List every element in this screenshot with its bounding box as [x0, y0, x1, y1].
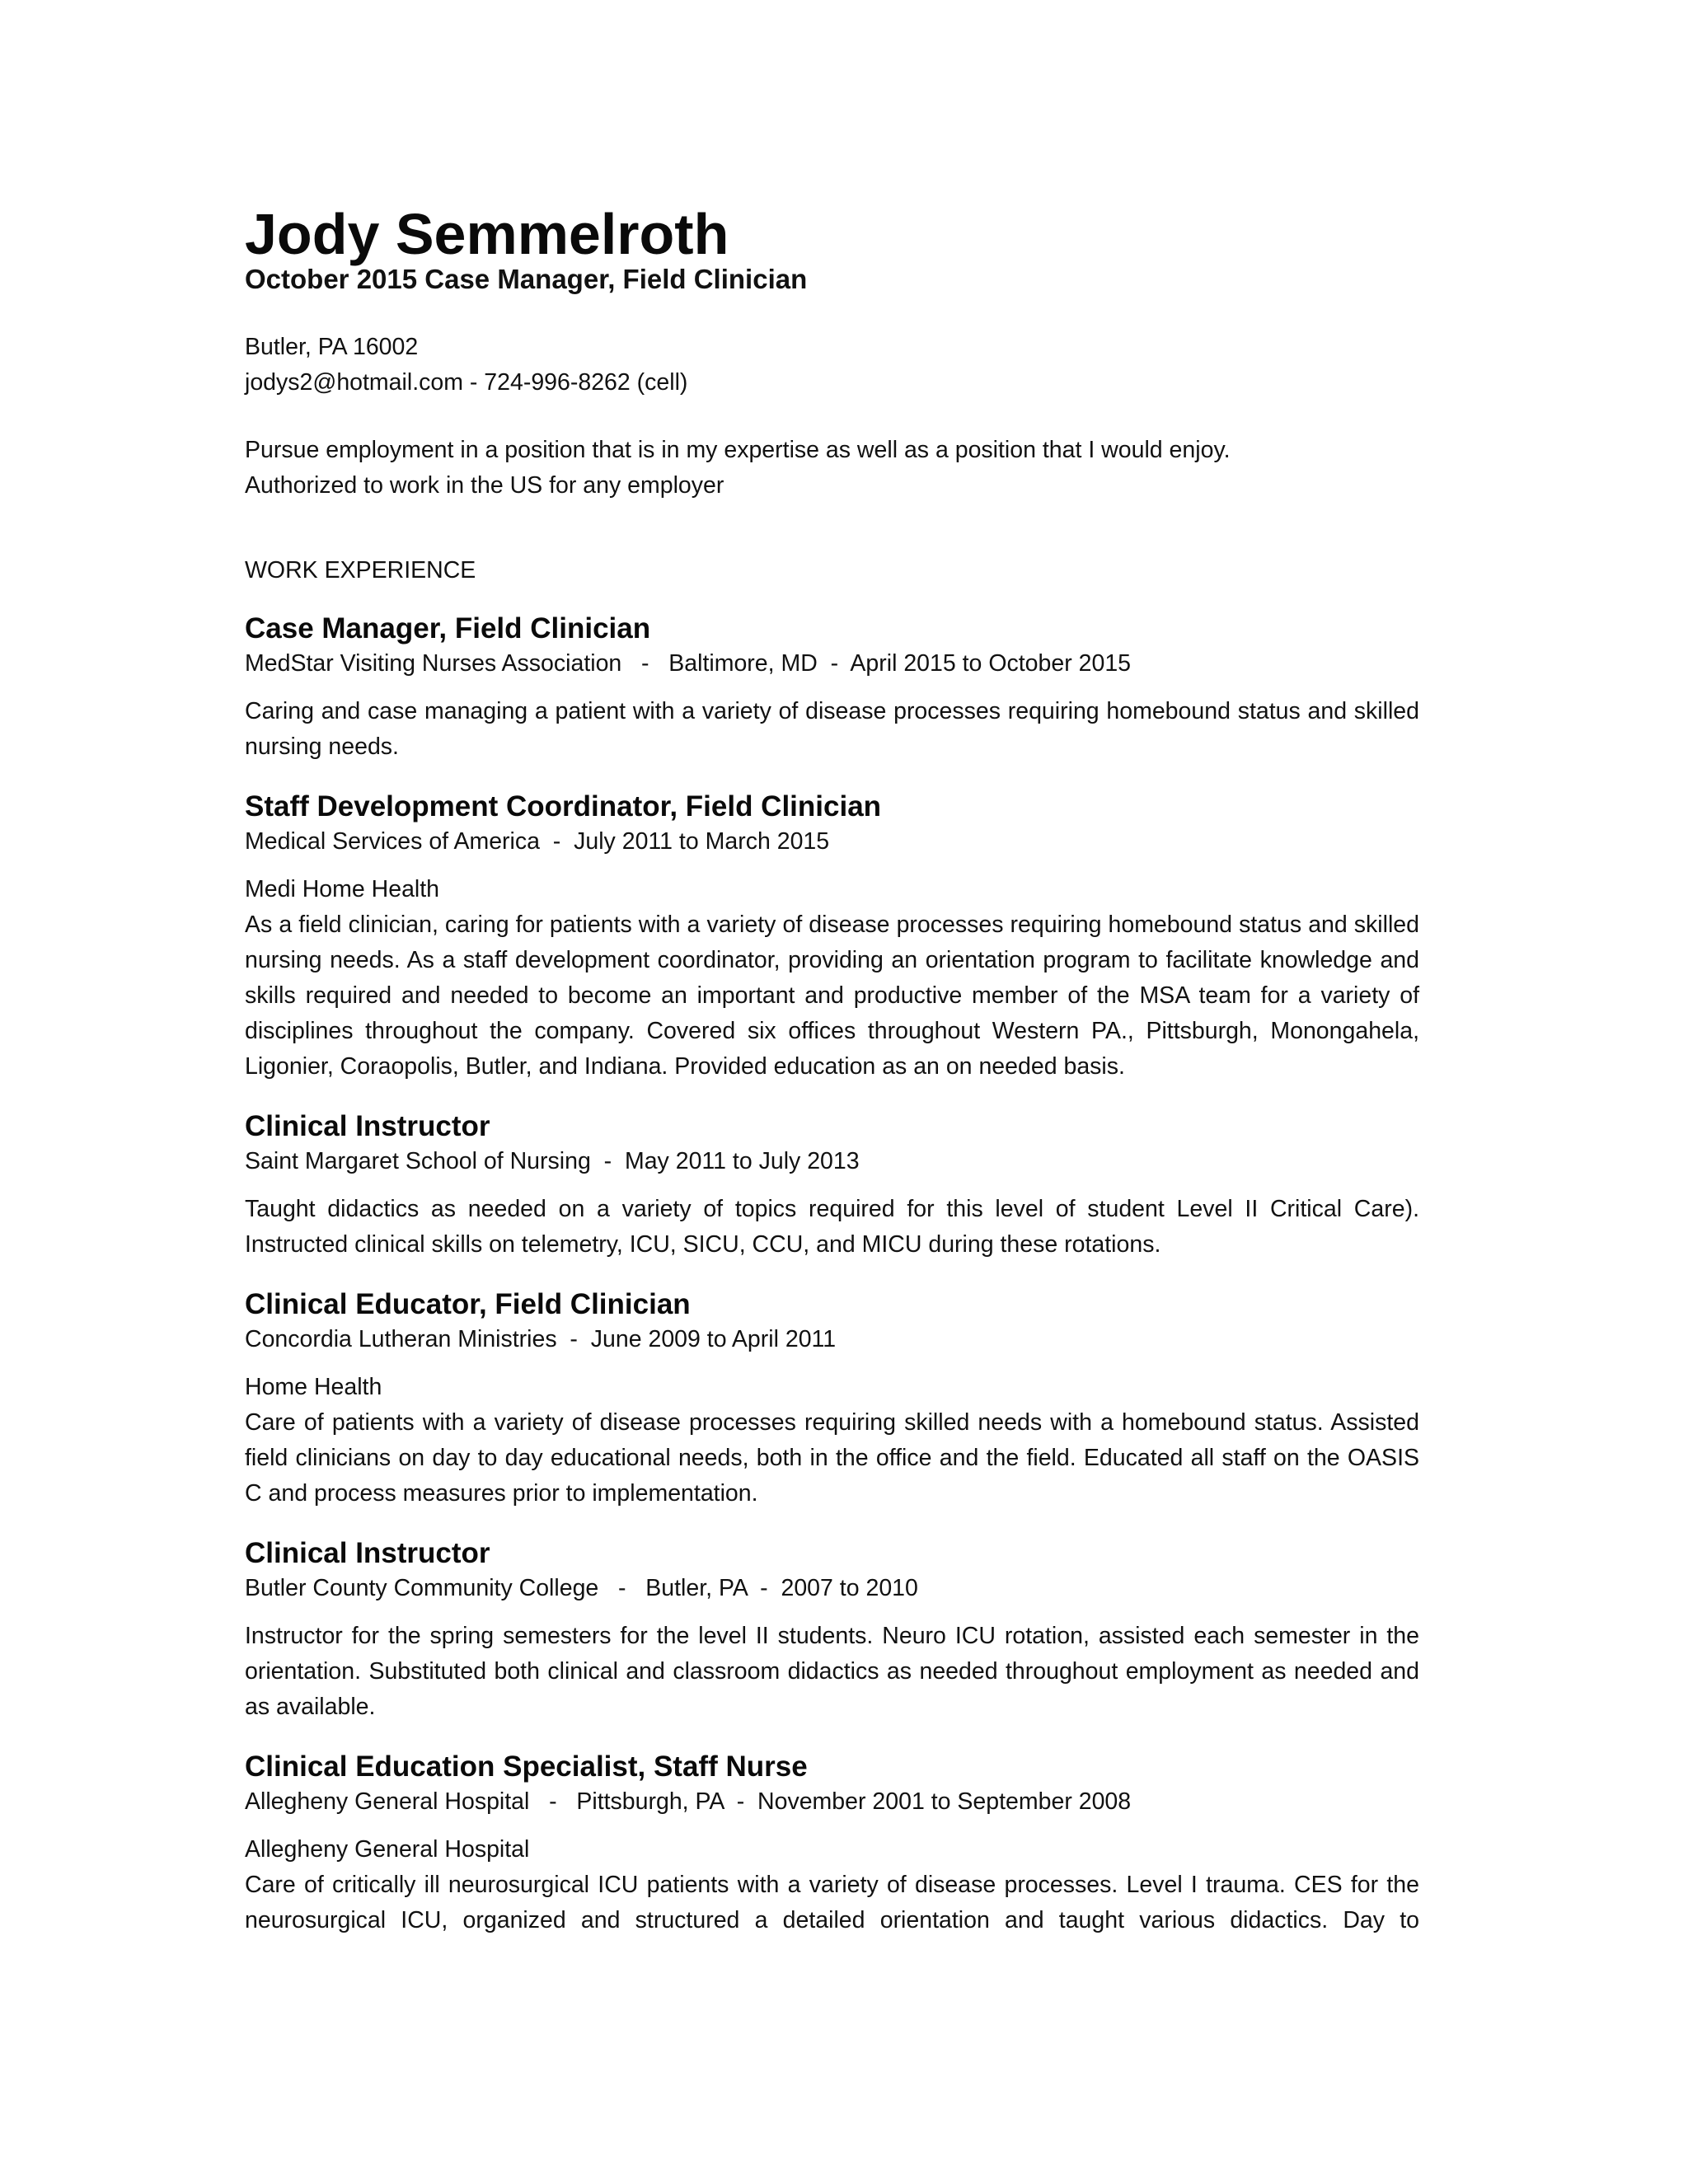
- job-organization: Medi Home Health: [245, 876, 440, 902]
- job-entry: [245, 1109, 1419, 1263]
- contact-block: [245, 330, 687, 401]
- contact-email-phone: jodys2@hotmail.com - 724-996-8262 (cell): [245, 369, 688, 396]
- candidate-headline: October 2015 Case Manager, Field Clinician: [245, 264, 808, 294]
- job-entry: [245, 1750, 1419, 1938]
- job-title: Clinical Instructor: [245, 1537, 490, 1569]
- job-description: As a field clinician, caring for patients with a variety of disease processes requiring homebound status and skilled nursing needs. As a staff development coordinator, providing an orientation program to facilitate knowledge and skills required and needed to become an important and productive member of the MSA team for a variety of disciplines throughout the company. Covered six offices throughout Western PA., Pittsburgh, Monongahela, Ligonier, Coraopolis, Butler, and Indiana. Provided education as an on needed basis.: [245, 912, 1419, 1080]
- job-employer-location-dates: Allegheny General Hospital - Pittsburgh, PA - November 2001 to September 2008: [245, 1788, 1132, 1815]
- job-entry: [245, 1287, 1419, 1511]
- job-description: Care of patients with a variety of disease processes requiring skilled needs with a homebound status. Assisted field clinicians on day to day educational needs, both in the office and the field. Educated all staff on the OASIS C and process measures prior to implementation.: [245, 1409, 1419, 1507]
- job-description: Caring and case managing a patient with a variety of disease processes requiring homebound status and skilled nursing needs.: [245, 698, 1419, 760]
- job-organization: Allegheny General Hospital: [245, 1836, 530, 1863]
- objective-statement: Pursue employment in a position that is in my expertise as well as a position that I would enjoy.: [245, 437, 1231, 463]
- work-experience-heading: WORK EXPERIENCE: [245, 557, 476, 583]
- job-employer-dates: Saint Margaret School of Nursing - May 2011 to July 2013: [245, 1148, 860, 1174]
- job-organization: Home Health: [245, 1374, 382, 1400]
- job-employer-dates: Medical Services of America - July 2011 to March 2015: [245, 828, 830, 855]
- resume-page: [245, 0, 1419, 2184]
- job-description: Instructor for the spring semesters for the level II students. Neuro ICU rotation, assisted each semester in the orientation. Substituted both clinical and classroom didactics as needed throughout employment as needed and as available.: [245, 1623, 1419, 1720]
- job-entry: [245, 612, 1419, 765]
- candidate-name: Jody Semmelroth: [245, 202, 729, 266]
- job-title: Case Manager, Field Clinician: [245, 612, 651, 644]
- job-title: Staff Development Coordinator, Field Clinician: [245, 790, 882, 823]
- job-title: Clinical Instructor: [245, 1110, 490, 1142]
- job-title: Clinical Educator, Field Clinician: [245, 1288, 691, 1320]
- job-employer-location-dates: MedStar Visiting Nurses Association - Baltimore, MD - April 2015 to October 2015: [245, 650, 1132, 677]
- job-title: Clinical Education Specialist, Staff Nurse: [245, 1750, 808, 1783]
- objective-block: [245, 433, 1231, 504]
- job-description: Taught didactics as needed on a variety of topics required for this level of student Level II Critical Care). Instructed clinical skills on telemetry, ICU, SICU, CCU, and MICU during these rotations.: [245, 1196, 1419, 1258]
- work-authorization: Authorized to work in the US for any employer: [245, 472, 724, 499]
- job-employer-dates: Concordia Lutheran Ministries - June 2009 to April 2011: [245, 1326, 837, 1352]
- job-description: Care of critically ill neurosurgical ICU patients with a variety of disease processes. Level I trauma. CES for the neurosurgical ICU, organized and structured a detailed orientation and taught various didactics. Day to: [245, 1872, 1419, 1933]
- job-entry: [245, 790, 1419, 1085]
- job-entry: [245, 1536, 1419, 1725]
- contact-location: Butler, PA 16002: [245, 334, 419, 360]
- job-employer-location-dates: Butler County Community College - Butler, PA - 2007 to 2010: [245, 1575, 918, 1601]
